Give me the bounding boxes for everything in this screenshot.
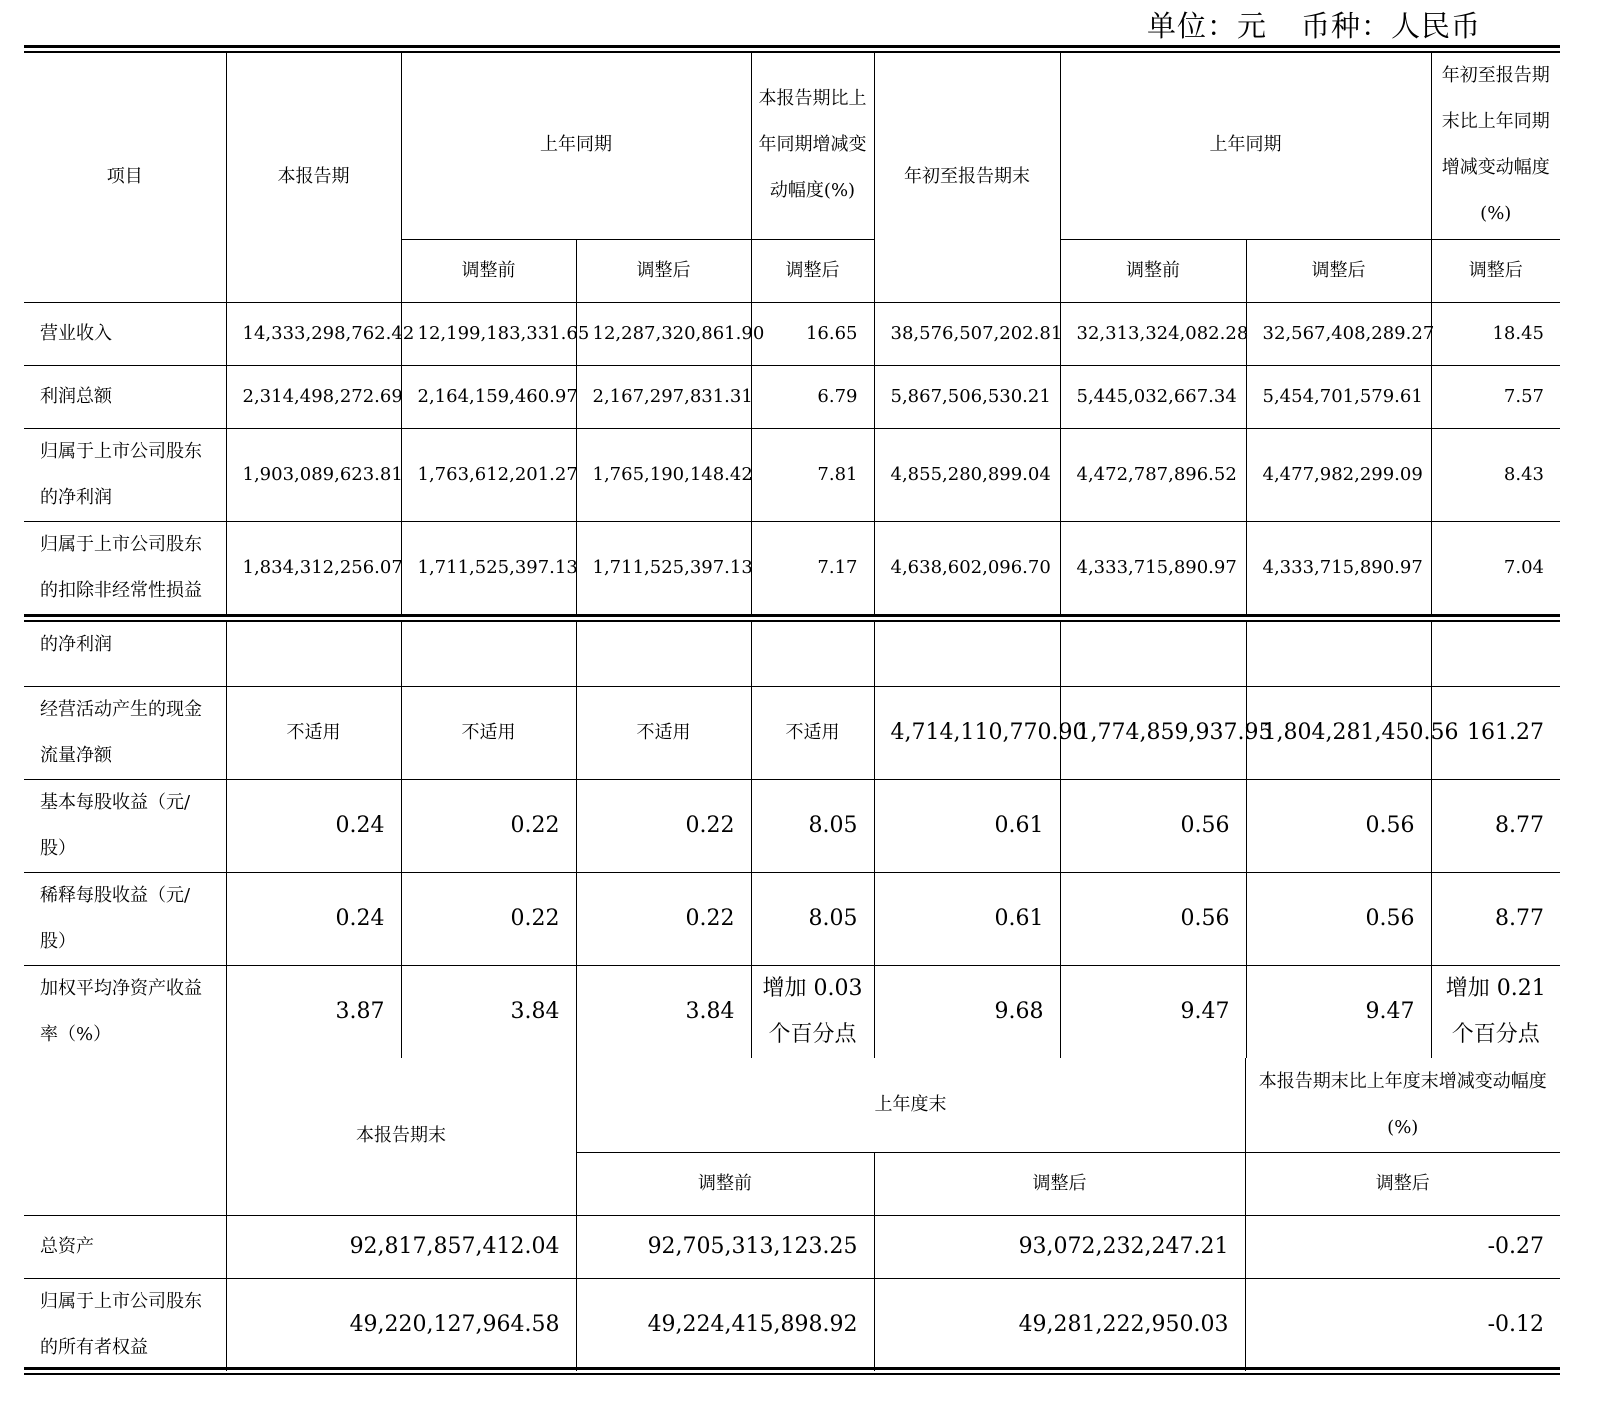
cell (226, 622, 401, 686)
cell: 不适用 (226, 686, 401, 779)
row-label: 稀释每股收益（元/股） (24, 872, 226, 965)
table-row (24, 1215, 1560, 1278)
table-row (24, 302, 1560, 365)
cell: 0.22 (576, 872, 751, 965)
cell: 9.47 (1246, 965, 1431, 1058)
row-label: 加权平均净资产收益率（%） (24, 965, 226, 1058)
cell: 18.45 (1431, 302, 1560, 365)
cell: 1,834,312,256.07 (226, 521, 401, 614)
header-change-q: 本报告期比上年同期增减变动幅度(%) (751, 52, 874, 239)
cell: 92,705,313,123.25 (576, 1215, 874, 1278)
table-row (24, 521, 1560, 614)
table-row (24, 365, 1560, 428)
cell: 7.04 (1431, 521, 1560, 614)
cell: 16.65 (751, 302, 874, 365)
header-change-ytd: 年初至报告期末比上年同期增减变动幅度(%) (1431, 52, 1560, 239)
row-label: 归属于上市公司股东的净利润 (24, 428, 226, 521)
header-after-adj: 调整后 (576, 239, 751, 302)
cell: 32,313,324,082.28 (1060, 302, 1246, 365)
row-label: 营业收入 (24, 302, 226, 365)
cell: 1,711,525,397.13 (576, 521, 751, 614)
cell: 12,287,320,861.90 (576, 302, 751, 365)
cell: 5,867,506,530.21 (874, 365, 1060, 428)
cell: 增加 0.03 个百分点 (751, 965, 874, 1058)
cell: -0.27 (1245, 1215, 1560, 1278)
header-prior-same: 上年同期 (401, 52, 751, 239)
cell: 4,638,602,096.70 (874, 521, 1060, 614)
cell: 49,281,222,950.03 (874, 1278, 1245, 1371)
cell: -0.12 (1245, 1278, 1560, 1371)
cell: 2,167,297,831.31 (576, 365, 751, 428)
cell: 0.56 (1060, 779, 1246, 872)
header-change-ytd-after: 调整后 (1431, 239, 1560, 302)
cell: 4,477,982,299.09 (1246, 428, 1431, 521)
row-label: 的净利润 (24, 622, 226, 686)
cell: 4,333,715,890.97 (1060, 521, 1246, 614)
header-before-adj: 调整前 (401, 239, 576, 302)
cell: 2,314,498,272.69 (226, 365, 401, 428)
header-change-q-after: 调整后 (751, 239, 874, 302)
unit-currency-line (1147, 4, 1481, 45)
balance-header-period-end: 本报告期末 (226, 1058, 576, 1215)
cell (576, 622, 751, 686)
income-table-part1 (24, 52, 1560, 614)
cell: 6.79 (751, 365, 874, 428)
header-item: 项目 (24, 52, 226, 302)
balance-table (24, 1058, 1560, 1371)
cell: 49,220,127,964.58 (226, 1278, 576, 1371)
cell: 5,454,701,579.61 (1246, 365, 1431, 428)
page-break-double-rule (24, 614, 1560, 622)
cell: 92,817,857,412.04 (226, 1215, 576, 1278)
cell: 0.22 (401, 779, 576, 872)
cell: 0.24 (226, 779, 401, 872)
bottom-double-rule (24, 1367, 1560, 1375)
table-row (24, 622, 1560, 686)
cell: 12,199,183,331.65 (401, 302, 576, 365)
cell: 不适用 (401, 686, 576, 779)
unit-label: 单位：元 (1146, 9, 1267, 43)
balance-header-change-after: 调整后 (1245, 1152, 1560, 1215)
cell: 不适用 (751, 686, 874, 779)
cell: 7.81 (751, 428, 874, 521)
header-ytd-before-adj: 调整前 (1060, 239, 1246, 302)
cell: 1,903,089,623.81 (226, 428, 401, 521)
row-label: 总资产 (24, 1215, 226, 1278)
header-current: 本报告期 (226, 52, 401, 302)
cell (401, 622, 576, 686)
cell: 0.61 (874, 872, 1060, 965)
cell: 8.43 (1431, 428, 1560, 521)
cell: 0.22 (401, 872, 576, 965)
table-row (24, 1278, 1560, 1371)
cell: 8.05 (751, 779, 874, 872)
cell: 8.05 (751, 872, 874, 965)
cell: 不适用 (576, 686, 751, 779)
cell: 2,164,159,460.97 (401, 365, 576, 428)
cell: 1,711,525,397.13 (401, 521, 576, 614)
table-row (24, 965, 1560, 1058)
row-label: 经营活动产生的现金流量净额 (24, 686, 226, 779)
cell: 3.84 (401, 965, 576, 1058)
cell: 0.56 (1246, 779, 1431, 872)
cell: 1,763,612,201.27 (401, 428, 576, 521)
cell: 161.27 (1431, 686, 1560, 779)
balance-header-before-adj: 调整前 (576, 1152, 874, 1215)
cell: 32,567,408,289.27 (1246, 302, 1431, 365)
table-row (24, 779, 1560, 872)
table-row (24, 872, 1560, 965)
cell (1060, 622, 1246, 686)
cell: 7.57 (1431, 365, 1560, 428)
cell: 14,333,298,762.42 (226, 302, 401, 365)
currency-label: 币种：人民币 (1300, 9, 1481, 43)
row-label: 归属于上市公司股东的所有者权益 (24, 1278, 226, 1371)
header-ytd-after-adj: 调整后 (1246, 239, 1431, 302)
cell: 1,804,281,450.56 (1246, 686, 1431, 779)
cell: 5,445,032,667.34 (1060, 365, 1246, 428)
balance-header-empty (24, 1058, 226, 1215)
row-label: 基本每股收益（元/股） (24, 779, 226, 872)
table-row (24, 428, 1560, 521)
cell (874, 622, 1060, 686)
cell: 0.56 (1060, 872, 1246, 965)
cell: 0.24 (226, 872, 401, 965)
header-ytd: 年初至报告期末 (874, 52, 1060, 302)
cell: 1,765,190,148.42 (576, 428, 751, 521)
balance-header-prior-year-end: 上年度末 (576, 1058, 1245, 1152)
cell: 4,714,110,770.90 (874, 686, 1060, 779)
cell: 93,072,232,247.21 (874, 1215, 1245, 1278)
cell: 9.68 (874, 965, 1060, 1058)
cell: 增加 0.21 个百分点 (1431, 965, 1560, 1058)
income-table-part2 (24, 622, 1560, 1058)
cell: 9.47 (1060, 965, 1246, 1058)
cell: 3.84 (576, 965, 751, 1058)
cell: 7.17 (751, 521, 874, 614)
cell: 4,333,715,890.97 (1246, 521, 1431, 614)
cell (1246, 622, 1431, 686)
cell (751, 622, 874, 686)
header-prior-same-ytd: 上年同期 (1060, 52, 1431, 239)
cell: 49,224,415,898.92 (576, 1278, 874, 1371)
cell: 38,576,507,202.81 (874, 302, 1060, 365)
table-row (24, 686, 1560, 779)
cell (1431, 622, 1560, 686)
cell: 0.61 (874, 779, 1060, 872)
row-label: 利润总额 (24, 365, 226, 428)
balance-header-change: 本报告期末比上年度末增减变动幅度(%) (1245, 1058, 1560, 1152)
row-label: 归属于上市公司股东的扣除非经常性损益 (24, 521, 226, 614)
balance-header-after-adj: 调整后 (874, 1152, 1245, 1215)
cell: 4,855,280,899.04 (874, 428, 1060, 521)
cell: 4,472,787,896.52 (1060, 428, 1246, 521)
cell: 0.22 (576, 779, 751, 872)
cell: 8.77 (1431, 779, 1560, 872)
cell: 0.56 (1246, 872, 1431, 965)
cell: 1,774,859,937.95 (1060, 686, 1246, 779)
cell: 8.77 (1431, 872, 1560, 965)
cell: 3.87 (226, 965, 401, 1058)
